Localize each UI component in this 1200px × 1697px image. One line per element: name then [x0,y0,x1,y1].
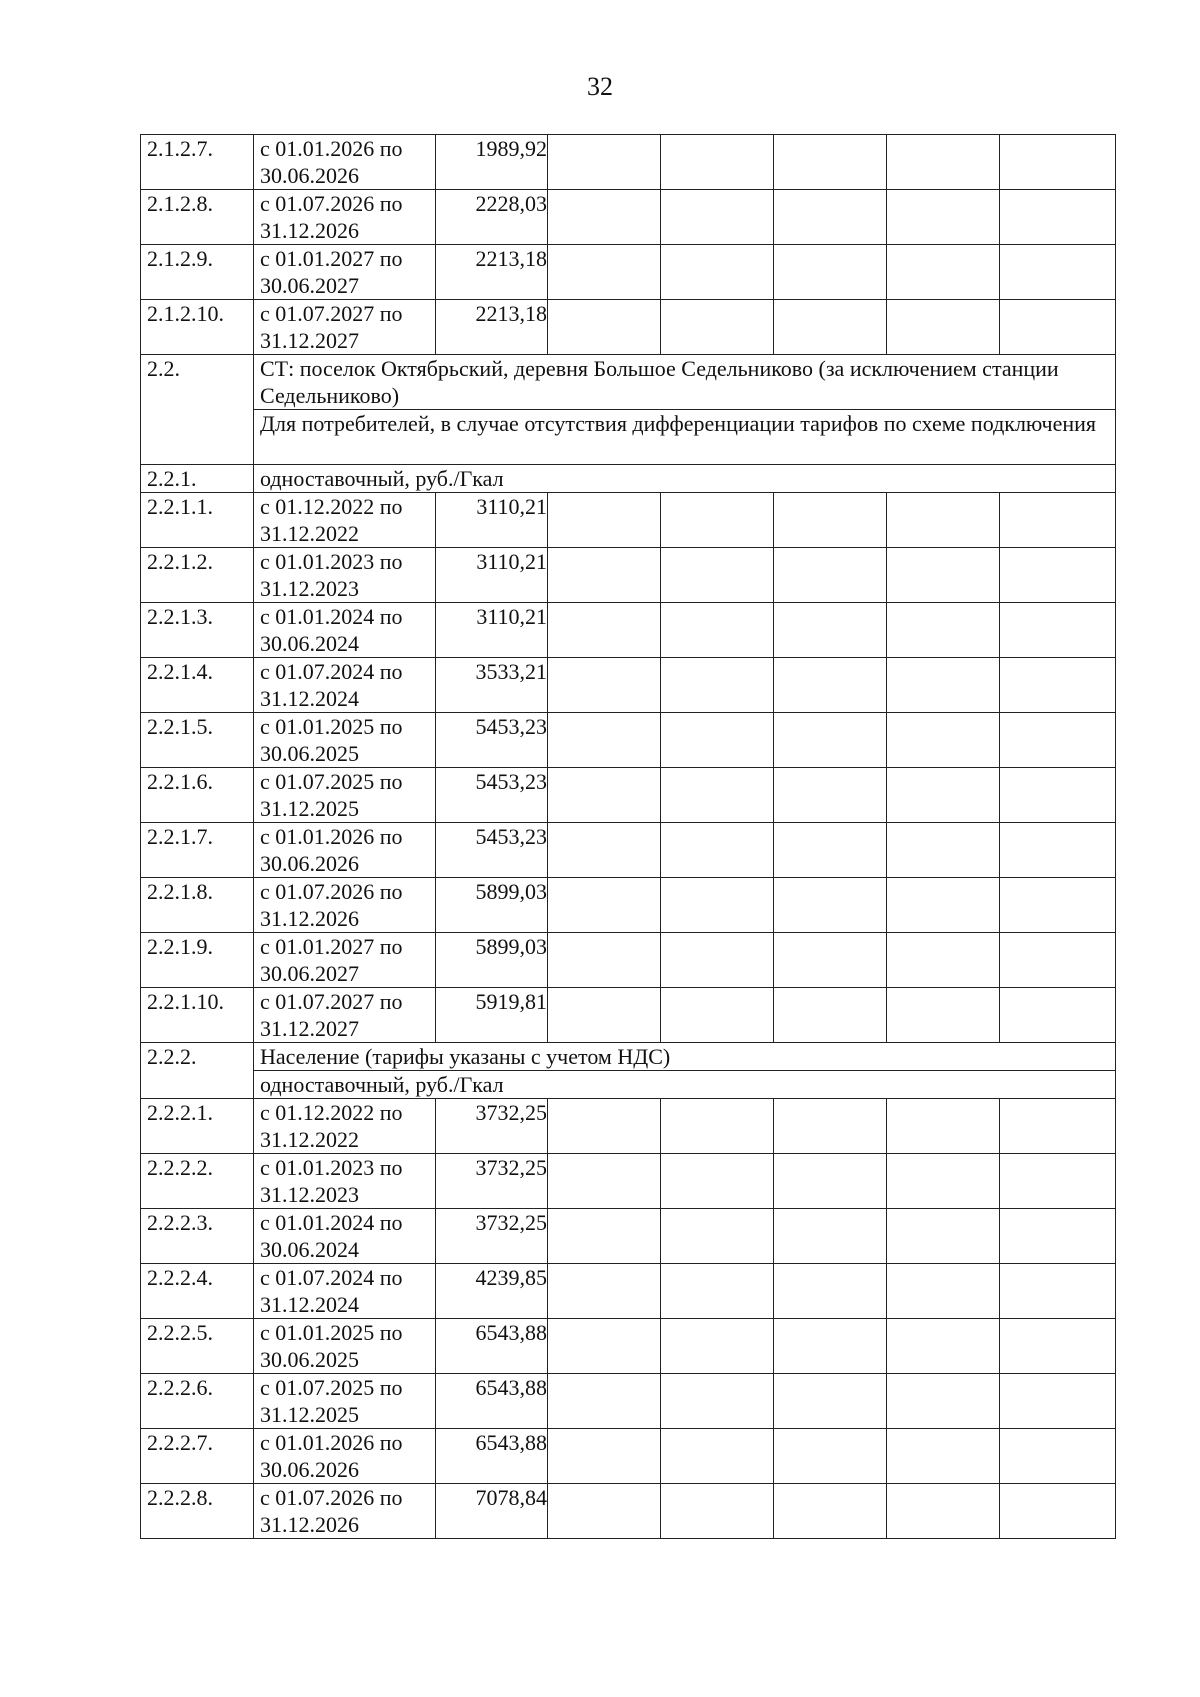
row-number: 2.1.2.9. [141,245,254,300]
table-row [141,823,1116,878]
empty-cell [661,1374,774,1429]
empty-cell [661,245,774,300]
empty-cell [887,823,1000,878]
row-number: 2.2.1.3. [141,603,254,658]
table-body-section-2-2 [141,355,1116,493]
row-number: 2.2.2.2. [141,1154,254,1209]
row-period: с 01.01.2025 по 30.06.2025 [254,713,436,768]
section-number: 2.2. [141,355,254,465]
table-row [141,768,1116,823]
empty-cell [548,1264,661,1319]
row-number: 2.2.1.5. [141,713,254,768]
table-body-section-2-2-1 [141,493,1116,1043]
empty-cell [661,1154,774,1209]
empty-cell [661,823,774,878]
empty-cell [548,988,661,1043]
table-row [141,1484,1116,1539]
empty-cell [774,135,887,190]
empty-cell [548,135,661,190]
row-value: 5899,03 [436,933,548,988]
empty-cell [661,933,774,988]
table-row [141,1154,1116,1209]
empty-cell [774,1429,887,1484]
empty-cell [548,768,661,823]
empty-cell [661,1484,774,1539]
section-subtitle: одноставочный, руб./Гкал [254,1071,1116,1099]
empty-cell [774,878,887,933]
empty-cell [887,768,1000,823]
empty-cell [887,1374,1000,1429]
empty-cell [548,1429,661,1484]
section-title: СТ: поселок Октябрьский, деревня Большое Седельниково (за исключением станции Седельниково) [254,355,1116,410]
empty-cell [548,1484,661,1539]
empty-cell [661,1264,774,1319]
table-row [141,1319,1116,1374]
row-period: с 01.07.2027 по 31.12.2027 [254,300,436,355]
row-value: 6543,88 [436,1429,548,1484]
row-number: 2.2.1.6. [141,768,254,823]
row-period: с 01.07.2026 по 31.12.2026 [254,190,436,245]
row-period: с 01.01.2026 по 30.06.2026 [254,135,436,190]
empty-cell [774,493,887,548]
row-number: 2.2.1.10. [141,988,254,1043]
row-value: 6543,88 [436,1319,548,1374]
row-period: с 01.07.2026 по 31.12.2026 [254,1484,436,1539]
empty-cell [1000,988,1116,1043]
empty-cell [774,823,887,878]
empty-cell [661,878,774,933]
empty-cell [661,1099,774,1154]
row-number: 2.2.2.4. [141,1264,254,1319]
section-subtitle-row [141,410,1116,465]
empty-cell [1000,713,1116,768]
empty-cell [1000,190,1116,245]
empty-cell [548,1099,661,1154]
empty-cell [548,1154,661,1209]
empty-cell [887,988,1000,1043]
row-value: 2228,03 [436,190,548,245]
empty-cell [774,190,887,245]
empty-cell [661,135,774,190]
row-period: с 01.01.2023 по 31.12.2023 [254,1154,436,1209]
empty-cell [1000,245,1116,300]
section-subtitle: Для потребителей, в случае отсутствия дифференциации тарифов по схеме подключения [254,410,1116,465]
empty-cell [1000,878,1116,933]
row-value: 5453,23 [436,768,548,823]
section-number: 2.2.2. [141,1043,254,1099]
empty-cell [548,1374,661,1429]
empty-cell [661,713,774,768]
table-row [141,658,1116,713]
row-number: 2.2.1.1. [141,493,254,548]
empty-cell [661,493,774,548]
empty-cell [1000,1154,1116,1209]
empty-cell [1000,823,1116,878]
empty-cell [1000,493,1116,548]
table-body-section-2-2-2 [141,1099,1116,1539]
table-row [141,713,1116,768]
row-period: с 01.07.2027 по 31.12.2027 [254,988,436,1043]
row-period: с 01.01.2025 по 30.06.2025 [254,1319,436,1374]
row-value: 4239,85 [436,1264,548,1319]
empty-cell [887,1429,1000,1484]
row-number: 2.2.2.7. [141,1429,254,1484]
empty-cell [887,1209,1000,1264]
empty-cell [774,1484,887,1539]
tariff-table [140,134,1116,1539]
section-number: 2.2.1. [141,465,254,493]
empty-cell [887,190,1000,245]
empty-cell [1000,1484,1116,1539]
empty-cell [1000,1319,1116,1374]
row-period: с 01.01.2024 по 30.06.2024 [254,603,436,658]
row-period: с 01.12.2022 по 31.12.2022 [254,1099,436,1154]
row-number: 2.1.2.7. [141,135,254,190]
row-value: 5453,23 [436,713,548,768]
row-value: 3533,21 [436,658,548,713]
table-row [141,603,1116,658]
empty-cell [1000,1429,1116,1484]
empty-cell [548,823,661,878]
empty-cell [887,713,1000,768]
row-number: 2.2.1.4. [141,658,254,713]
row-number: 2.2.2.3. [141,1209,254,1264]
empty-cell [774,933,887,988]
table-row [141,1099,1116,1154]
table-body-section-2-2-2-header [141,1043,1116,1099]
row-period: с 01.01.2026 по 30.06.2026 [254,823,436,878]
empty-cell [774,768,887,823]
empty-cell [774,1264,887,1319]
empty-cell [887,135,1000,190]
table-row [141,878,1116,933]
empty-cell [1000,1209,1116,1264]
row-value: 3732,25 [436,1099,548,1154]
empty-cell [548,245,661,300]
empty-cell [887,658,1000,713]
empty-cell [661,658,774,713]
empty-cell [1000,768,1116,823]
row-number: 2.2.1.2. [141,548,254,603]
row-period: с 01.01.2027 по 30.06.2027 [254,933,436,988]
empty-cell [1000,1374,1116,1429]
row-period: с 01.01.2023 по 31.12.2023 [254,548,436,603]
empty-cell [774,713,887,768]
empty-cell [774,1099,887,1154]
row-number: 2.1.2.10. [141,300,254,355]
table-body-section-2-1-2 [141,135,1116,355]
empty-cell [887,548,1000,603]
empty-cell [1000,1099,1116,1154]
empty-cell [548,603,661,658]
row-period: с 01.07.2025 по 31.12.2025 [254,768,436,823]
empty-cell [548,300,661,355]
empty-cell [774,245,887,300]
empty-cell [774,658,887,713]
row-period: с 01.07.2024 по 31.12.2024 [254,1264,436,1319]
table-row [141,1209,1116,1264]
empty-cell [661,603,774,658]
empty-cell [1000,933,1116,988]
empty-cell [1000,658,1116,713]
empty-cell [548,190,661,245]
row-number: 2.1.2.8. [141,190,254,245]
row-number: 2.2.2.1. [141,1099,254,1154]
empty-cell [887,878,1000,933]
empty-cell [548,878,661,933]
row-value: 3110,21 [436,493,548,548]
table-row [141,1374,1116,1429]
table-row [141,988,1116,1043]
table-row [141,300,1116,355]
section-title: одноставочный, руб./Гкал [254,465,1116,493]
empty-cell [774,300,887,355]
empty-cell [887,1154,1000,1209]
section-row-2-2 [141,355,1116,410]
table-row [141,493,1116,548]
empty-cell [661,1319,774,1374]
empty-cell [661,300,774,355]
empty-cell [887,1264,1000,1319]
row-value: 5919,81 [436,988,548,1043]
empty-cell [1000,1264,1116,1319]
empty-cell [887,933,1000,988]
empty-cell [548,493,661,548]
empty-cell [887,300,1000,355]
empty-cell [661,190,774,245]
section-row-2-2-1 [141,465,1116,493]
row-value: 3110,21 [436,548,548,603]
row-value: 3732,25 [436,1209,548,1264]
row-period: с 01.01.2026 по 30.06.2026 [254,1429,436,1484]
row-number: 2.2.2.5. [141,1319,254,1374]
empty-cell [548,933,661,988]
row-number: 2.2.2.6. [141,1374,254,1429]
section-row-2-2-2 [141,1043,1116,1071]
empty-cell [774,1154,887,1209]
row-number: 2.2.1.7. [141,823,254,878]
table-row [141,1429,1116,1484]
section-subtitle-row [141,1071,1116,1099]
empty-cell [1000,300,1116,355]
section-title: Население (тарифы указаны с учетом НДС) [254,1043,1116,1071]
empty-cell [1000,548,1116,603]
empty-cell [548,713,661,768]
empty-cell [774,1209,887,1264]
row-value: 5899,03 [436,878,548,933]
row-period: с 01.07.2025 по 31.12.2025 [254,1374,436,1429]
table-row [141,1264,1116,1319]
row-value: 2213,18 [436,300,548,355]
row-value: 5453,23 [436,823,548,878]
row-value: 7078,84 [436,1484,548,1539]
empty-cell [661,768,774,823]
empty-cell [774,1374,887,1429]
empty-cell [1000,603,1116,658]
empty-cell [887,493,1000,548]
empty-cell [887,1484,1000,1539]
empty-cell [661,1429,774,1484]
empty-cell [548,1319,661,1374]
empty-cell [661,1209,774,1264]
empty-cell [887,1099,1000,1154]
empty-cell [774,988,887,1043]
row-value: 3732,25 [436,1154,548,1209]
page-number: 32 [587,72,613,101]
empty-cell [661,548,774,603]
row-value: 6543,88 [436,1374,548,1429]
empty-cell [548,548,661,603]
row-number: 2.2.2.8. [141,1484,254,1539]
empty-cell [887,245,1000,300]
table-row [141,135,1116,190]
row-period: с 01.07.2026 по 31.12.2026 [254,878,436,933]
empty-cell [774,548,887,603]
empty-cell [661,988,774,1043]
row-number: 2.2.1.9. [141,933,254,988]
row-value: 3110,21 [436,603,548,658]
empty-cell [887,1319,1000,1374]
row-value: 1989,92 [436,135,548,190]
empty-cell [1000,135,1116,190]
table-row [141,548,1116,603]
table-row [141,190,1116,245]
empty-cell [774,603,887,658]
table-row [141,245,1116,300]
table-row [141,933,1116,988]
row-period: с 01.01.2027 по 30.06.2027 [254,245,436,300]
row-period: с 01.07.2024 по 31.12.2024 [254,658,436,713]
row-value: 2213,18 [436,245,548,300]
empty-cell [548,1209,661,1264]
empty-cell [887,603,1000,658]
empty-cell [548,658,661,713]
row-period: с 01.12.2022 по 31.12.2022 [254,493,436,548]
row-number: 2.2.1.8. [141,878,254,933]
empty-cell [774,1319,887,1374]
row-period: с 01.01.2024 по 30.06.2024 [254,1209,436,1264]
